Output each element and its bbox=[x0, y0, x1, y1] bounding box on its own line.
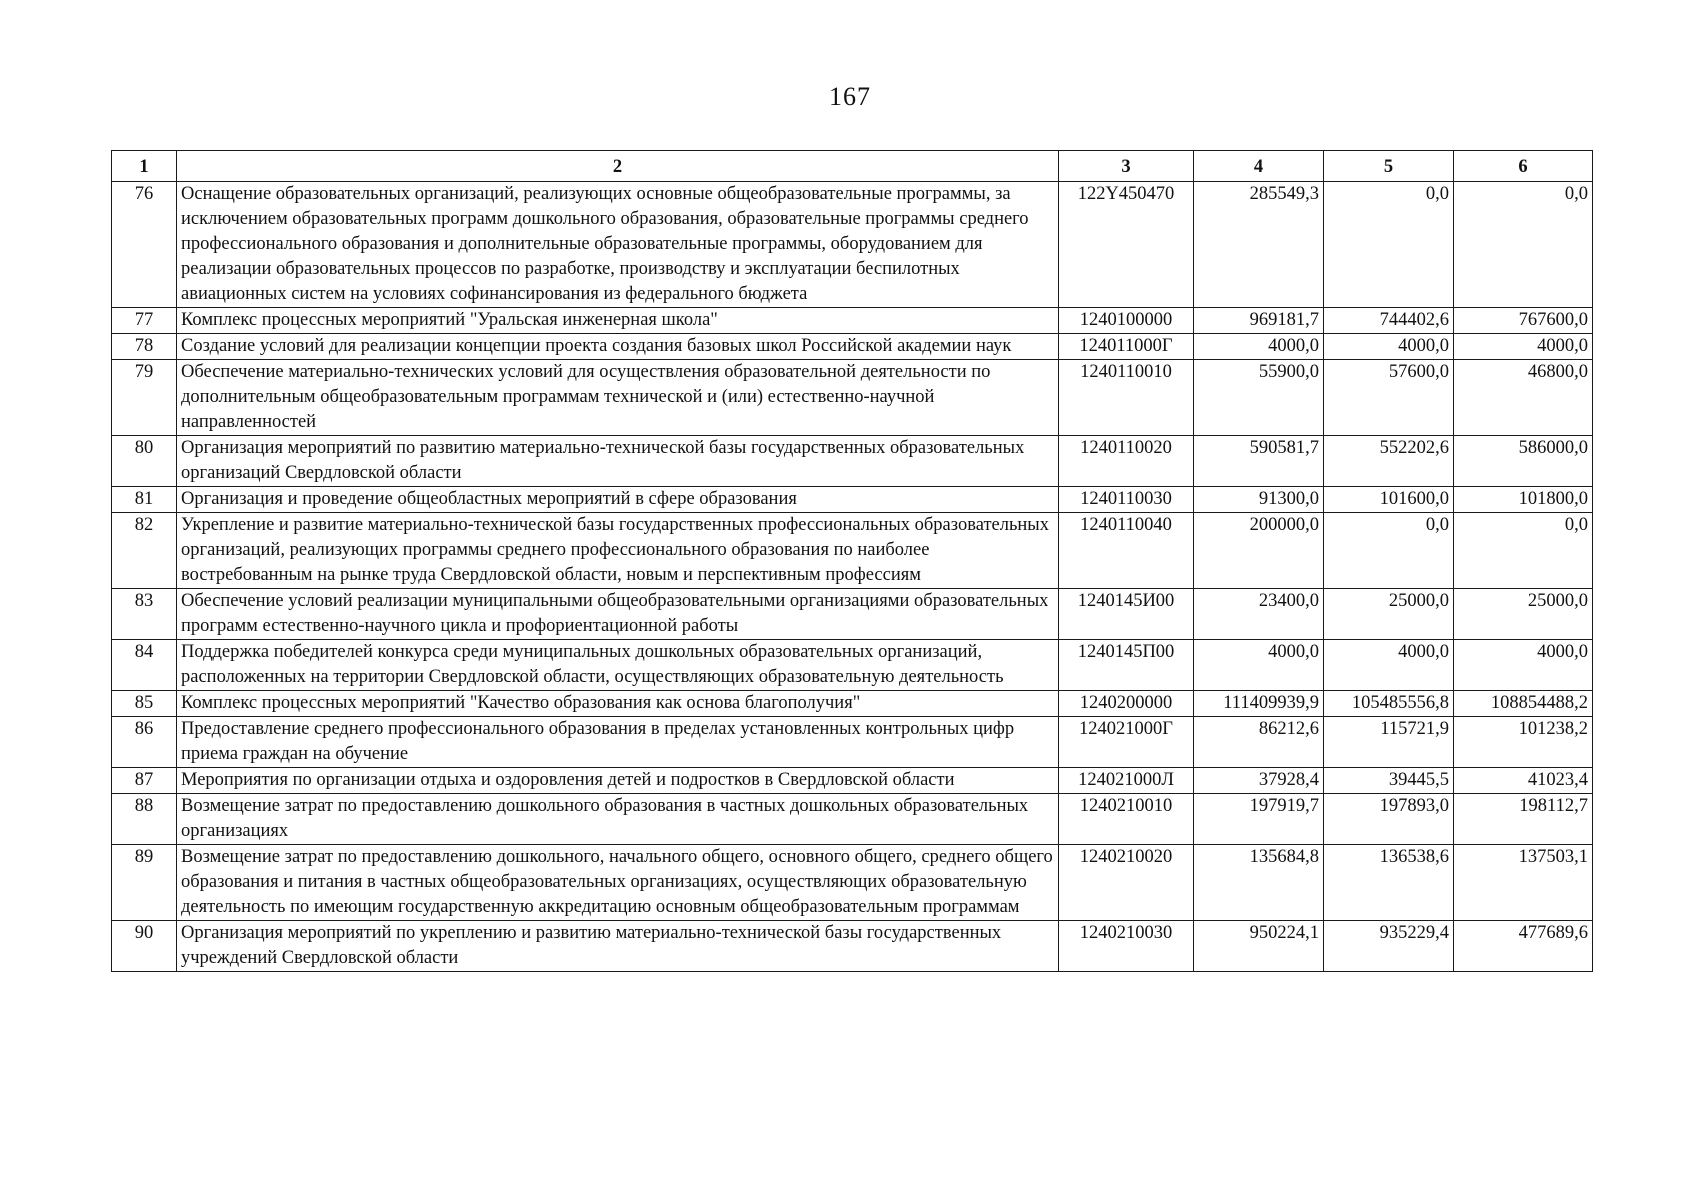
row-value-year-2: 25000,0 bbox=[1324, 589, 1454, 640]
header-col-3: 3 bbox=[1059, 151, 1194, 182]
row-value-year-1: 91300,0 bbox=[1194, 487, 1324, 513]
table-row bbox=[112, 640, 1593, 691]
table-row bbox=[112, 768, 1593, 794]
table-row bbox=[112, 691, 1593, 717]
table-row bbox=[112, 921, 1593, 972]
table-row bbox=[112, 334, 1593, 360]
row-number: 78 bbox=[112, 334, 177, 360]
row-number: 82 bbox=[112, 513, 177, 589]
row-number: 88 bbox=[112, 794, 177, 845]
header-col-1: 1 bbox=[112, 151, 177, 182]
row-code: 122Y450470 bbox=[1059, 182, 1194, 308]
row-number: 77 bbox=[112, 308, 177, 334]
table-row bbox=[112, 436, 1593, 487]
table-row bbox=[112, 182, 1593, 308]
row-description: Организация мероприятий по развитию материально-технической базы государственных образовательных организаций Свердловской области bbox=[177, 436, 1059, 487]
row-description: Организация и проведение общеобластных мероприятий в сфере образования bbox=[177, 487, 1059, 513]
row-number: 90 bbox=[112, 921, 177, 972]
table-row bbox=[112, 589, 1593, 640]
row-number: 89 bbox=[112, 845, 177, 921]
row-description: Оснащение образовательных организаций, реализующих основные общеобразовательные программы, за исключением образовательных программ дошкольного образования, образовательные программы среднего профессионального образования и дополнительные образовательные программы, оборудованием для реализации образовательных процессов по разработке, производству и эксплуатации беспилотных авиационных систем на условиях софинансирования из федерального бюджета bbox=[177, 182, 1059, 308]
row-value-year-1: 969181,7 bbox=[1194, 308, 1324, 334]
row-number: 79 bbox=[112, 360, 177, 436]
row-value-year-1: 590581,7 bbox=[1194, 436, 1324, 487]
row-value-year-2: 101600,0 bbox=[1324, 487, 1454, 513]
row-value-year-1: 55900,0 bbox=[1194, 360, 1324, 436]
row-value-year-3: 137503,1 bbox=[1454, 845, 1593, 921]
row-value-year-1: 37928,4 bbox=[1194, 768, 1324, 794]
row-description: Мероприятия по организации отдыха и оздоровления детей и подростков в Свердловской области bbox=[177, 768, 1059, 794]
row-value-year-2: 744402,6 bbox=[1324, 308, 1454, 334]
row-number: 76 bbox=[112, 182, 177, 308]
row-description: Возмещение затрат по предоставлению дошкольного образования в частных дошкольных образовательных организациях bbox=[177, 794, 1059, 845]
table-row bbox=[112, 513, 1593, 589]
row-number: 83 bbox=[112, 589, 177, 640]
row-value-year-2: 4000,0 bbox=[1324, 334, 1454, 360]
budget-table bbox=[111, 150, 1593, 972]
row-description: Возмещение затрат по предоставлению дошкольного, начального общего, основного общего, среднего общего образования и питания в частных общеобразовательных организациях, осуществляющих образовательную деятельность по имеющим государственную аккредитацию основным общеобразовательным программам bbox=[177, 845, 1059, 921]
row-description: Обеспечение условий реализации муниципальными общеобразовательными организациями образовательных программ естественно-научного цикла и профориентационной работы bbox=[177, 589, 1059, 640]
header-col-2: 2 bbox=[177, 151, 1059, 182]
row-description: Комплекс процессных мероприятий "Уральская инженерная школа" bbox=[177, 308, 1059, 334]
row-code: 1240110040 bbox=[1059, 513, 1194, 589]
row-value-year-2: 552202,6 bbox=[1324, 436, 1454, 487]
row-code: 1240210020 bbox=[1059, 845, 1194, 921]
row-description: Организация мероприятий по укреплению и развитию материально-технической базы государственных учреждений Свердловской области bbox=[177, 921, 1059, 972]
row-number: 87 bbox=[112, 768, 177, 794]
row-value-year-3: 41023,4 bbox=[1454, 768, 1593, 794]
row-value-year-2: 115721,9 bbox=[1324, 717, 1454, 768]
row-value-year-1: 200000,0 bbox=[1194, 513, 1324, 589]
row-code: 1240210030 bbox=[1059, 921, 1194, 972]
row-value-year-3: 25000,0 bbox=[1454, 589, 1593, 640]
row-value-year-2: 0,0 bbox=[1324, 182, 1454, 308]
row-value-year-1: 111409939,9 bbox=[1194, 691, 1324, 717]
row-code: 1240200000 bbox=[1059, 691, 1194, 717]
row-code: 1240145П00 bbox=[1059, 640, 1194, 691]
row-value-year-2: 57600,0 bbox=[1324, 360, 1454, 436]
row-code: 124021000Л bbox=[1059, 768, 1194, 794]
row-description: Комплекс процессных мероприятий "Качество образования как основа благополучия" bbox=[177, 691, 1059, 717]
row-description: Обеспечение материально-технических условий для осуществления образовательной деятельности по дополнительным общеобразовательным программам технической и (или) естественно-научной направленностей bbox=[177, 360, 1059, 436]
row-value-year-2: 0,0 bbox=[1324, 513, 1454, 589]
row-description: Укрепление и развитие материально-технической базы государственных профессиональных образовательных организаций, реализующих программы среднего профессионального образования по наиболее востребованным на рынке труда Свердловской области, новым и перспективным профессиям bbox=[177, 513, 1059, 589]
row-value-year-3: 108854488,2 bbox=[1454, 691, 1593, 717]
row-description: Предоставление среднего профессионального образования в пределах установленных контрольных цифр приема граждан на обучение bbox=[177, 717, 1059, 768]
row-value-year-3: 767600,0 bbox=[1454, 308, 1593, 334]
table-row bbox=[112, 360, 1593, 436]
row-code: 1240100000 bbox=[1059, 308, 1194, 334]
row-value-year-2: 39445,5 bbox=[1324, 768, 1454, 794]
row-description: Создание условий для реализации концепции проекта создания базовых школ Российской академии наук bbox=[177, 334, 1059, 360]
row-code: 1240110030 bbox=[1059, 487, 1194, 513]
table-header-row bbox=[112, 151, 1593, 182]
row-value-year-3: 477689,6 bbox=[1454, 921, 1593, 972]
row-value-year-1: 23400,0 bbox=[1194, 589, 1324, 640]
row-value-year-2: 4000,0 bbox=[1324, 640, 1454, 691]
row-value-year-2: 136538,6 bbox=[1324, 845, 1454, 921]
table-row bbox=[112, 717, 1593, 768]
table-row bbox=[112, 845, 1593, 921]
row-description: Поддержка победителей конкурса среди муниципальных дошкольных образовательных организаций, расположенных на территории Свердловской области, осуществляющих образовательную деятельность bbox=[177, 640, 1059, 691]
row-number: 86 bbox=[112, 717, 177, 768]
table-row bbox=[112, 308, 1593, 334]
row-value-year-2: 197893,0 bbox=[1324, 794, 1454, 845]
row-value-year-3: 0,0 bbox=[1454, 513, 1593, 589]
row-code: 1240210010 bbox=[1059, 794, 1194, 845]
header-col-4: 4 bbox=[1194, 151, 1324, 182]
row-number: 80 bbox=[112, 436, 177, 487]
row-value-year-1: 950224,1 bbox=[1194, 921, 1324, 972]
row-value-year-3: 101238,2 bbox=[1454, 717, 1593, 768]
row-value-year-1: 4000,0 bbox=[1194, 640, 1324, 691]
row-value-year-3: 4000,0 bbox=[1454, 640, 1593, 691]
table-row bbox=[112, 794, 1593, 845]
row-code: 124021000Г bbox=[1059, 717, 1194, 768]
row-code: 1240110010 bbox=[1059, 360, 1194, 436]
row-value-year-3: 198112,7 bbox=[1454, 794, 1593, 845]
header-col-6: 6 bbox=[1454, 151, 1593, 182]
row-number: 84 bbox=[112, 640, 177, 691]
row-value-year-1: 285549,3 bbox=[1194, 182, 1324, 308]
row-value-year-1: 4000,0 bbox=[1194, 334, 1324, 360]
row-value-year-1: 86212,6 bbox=[1194, 717, 1324, 768]
row-value-year-2: 935229,4 bbox=[1324, 921, 1454, 972]
row-value-year-1: 135684,8 bbox=[1194, 845, 1324, 921]
table-body bbox=[112, 182, 1593, 972]
row-number: 81 bbox=[112, 487, 177, 513]
header-col-5: 5 bbox=[1324, 151, 1454, 182]
row-value-year-3: 586000,0 bbox=[1454, 436, 1593, 487]
row-value-year-3: 101800,0 bbox=[1454, 487, 1593, 513]
row-value-year-3: 0,0 bbox=[1454, 182, 1593, 308]
row-code: 1240145И00 bbox=[1059, 589, 1194, 640]
row-value-year-3: 46800,0 bbox=[1454, 360, 1593, 436]
row-code: 1240110020 bbox=[1059, 436, 1194, 487]
page-number: 167 bbox=[829, 82, 871, 111]
row-value-year-1: 197919,7 bbox=[1194, 794, 1324, 845]
table-row bbox=[112, 487, 1593, 513]
row-number: 85 bbox=[112, 691, 177, 717]
row-value-year-2: 105485556,8 bbox=[1324, 691, 1454, 717]
row-value-year-3: 4000,0 bbox=[1454, 334, 1593, 360]
row-code: 124011000Г bbox=[1059, 334, 1194, 360]
